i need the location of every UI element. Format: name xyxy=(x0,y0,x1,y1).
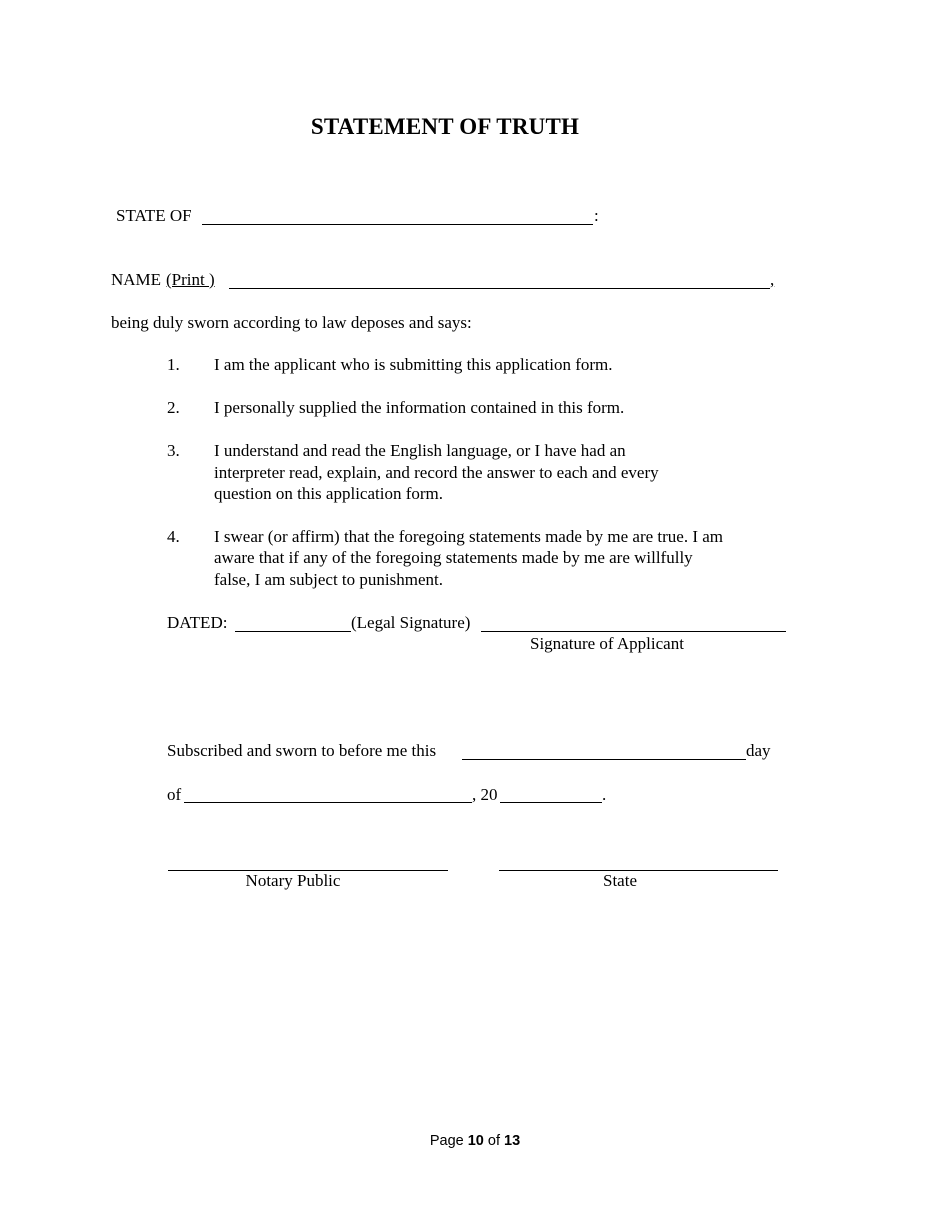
page-number-footer xyxy=(0,1133,950,1149)
item-number: 4. xyxy=(167,527,180,546)
state-caption: State xyxy=(603,871,637,890)
signature-caption: Signature of Applicant xyxy=(530,634,684,653)
page-title: STATEMENT OF TRUTH xyxy=(310,114,580,139)
item-text: I personally supplied the information contained in this form. xyxy=(214,398,625,417)
subscribed-period: . xyxy=(602,785,607,804)
footer-total-pages: 13 xyxy=(504,1133,521,1149)
state-of-label: STATE OF xyxy=(116,206,192,225)
item-number: 2. xyxy=(167,398,180,417)
name-label: NAME xyxy=(111,270,162,289)
item-text-line: false, I am subject to punishment. xyxy=(214,570,443,589)
footer-current-page: 10 xyxy=(467,1133,484,1149)
legal-signature-label: (Legal Signature) xyxy=(351,613,471,632)
item-text-line: I understand and read the English language, or I have had an xyxy=(214,441,626,460)
subscribed-day-label: day xyxy=(746,741,771,760)
footer-page-word: Page xyxy=(429,1133,464,1149)
intro-text: being duly sworn according to law deposes and says: xyxy=(111,313,472,332)
item-text: I am the applicant who is submitting this application form. xyxy=(214,355,613,374)
item-text-line: I swear (or affirm) that the foregoing statements made by me are true. I am xyxy=(214,527,724,546)
name-comma: , xyxy=(770,270,775,289)
subscribed-month-field[interactable] xyxy=(184,802,472,803)
subscribed-of-label: of xyxy=(167,785,182,804)
name-print-label: (Print ) xyxy=(166,270,215,289)
dated-field[interactable] xyxy=(235,631,351,632)
dated-label: DATED: xyxy=(167,613,228,632)
subscribed-text: Subscribed and sworn to before me this xyxy=(167,741,437,760)
subscribed-year-field[interactable] xyxy=(500,802,602,803)
notary-caption: Notary Public xyxy=(245,871,341,890)
item-number: 3. xyxy=(167,441,180,460)
item-number: 1. xyxy=(167,355,180,374)
item-text-line: interpreter read, explain, and record the answer to each and every xyxy=(214,463,659,482)
name-field[interactable] xyxy=(229,288,770,289)
subscribed-year-prefix: , 20 xyxy=(472,785,498,804)
signature-field[interactable] xyxy=(481,631,786,632)
footer-of-word: of xyxy=(487,1133,500,1149)
item-text-line: aware that if any of the foregoing statements made by me are willfully xyxy=(214,548,693,567)
state-of-field[interactable] xyxy=(202,224,593,225)
state-of-colon: : xyxy=(594,206,599,225)
item-text-line: question on this application form. xyxy=(214,484,443,503)
subscribed-day-field[interactable] xyxy=(462,759,746,760)
